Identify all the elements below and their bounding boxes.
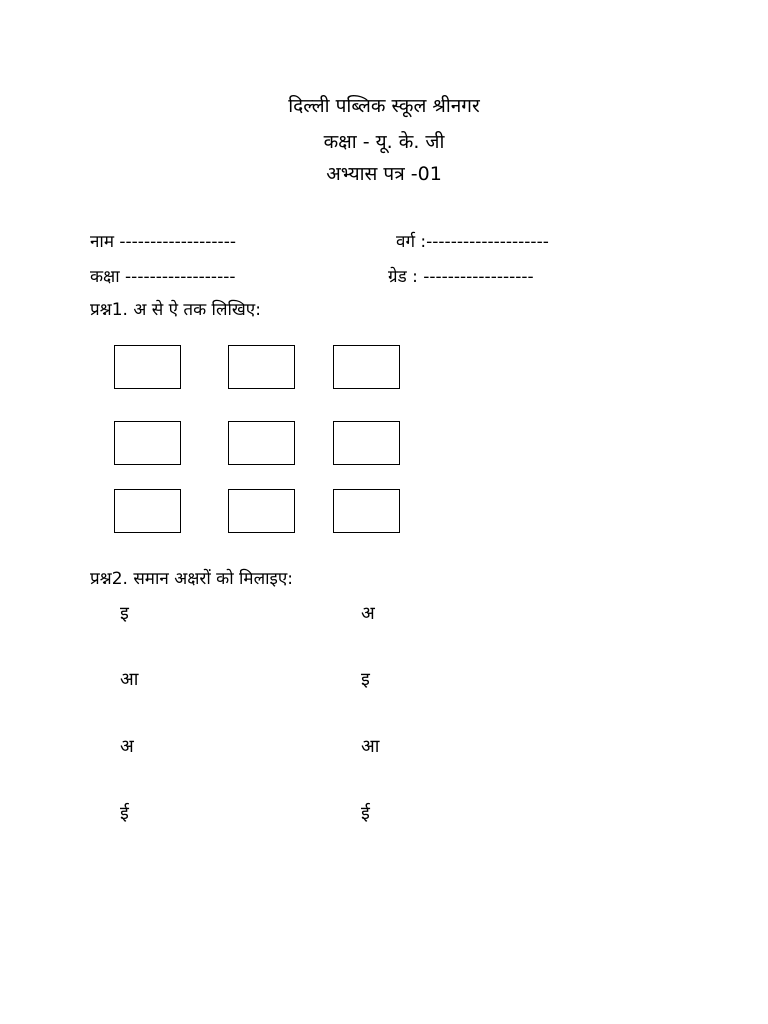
section-field: वर्ग :--------------------: [396, 232, 549, 252]
answer-box: [228, 421, 295, 465]
left-letter: आ: [120, 669, 139, 690]
answer-box: [228, 345, 295, 389]
name-field: नाम -------------------: [90, 232, 236, 252]
right-letter: आ: [361, 736, 380, 757]
answer-box: [333, 421, 400, 465]
answer-box: [114, 421, 181, 465]
left-letter: ई: [120, 803, 129, 824]
question-2-label: प्रश्न2. समान अक्षरों को मिलाइए:: [90, 569, 293, 589]
class-field: कक्षा ------------------: [90, 267, 236, 287]
question-1-label: प्रश्न1. अ से ऐ तक लिखिए:: [90, 300, 261, 320]
answer-box: [114, 345, 181, 389]
left-letter: इ: [120, 603, 129, 624]
answer-box: [228, 489, 295, 533]
answer-box: [333, 345, 400, 389]
answer-box: [114, 489, 181, 533]
right-letter: ई: [361, 803, 370, 824]
school-name: दिल्ली पब्लिक स्कूल श्रीनगर: [288, 95, 480, 117]
right-letter: इ: [361, 669, 370, 690]
right-letter: अ: [361, 603, 375, 624]
worksheet-title: अभ्यास पत्र -01: [326, 163, 442, 185]
grade-field: ग्रेड : ------------------: [388, 267, 534, 287]
class-heading: कक्षा - यू. के. जी: [323, 131, 445, 153]
answer-box: [333, 489, 400, 533]
left-letter: अ: [120, 736, 134, 757]
